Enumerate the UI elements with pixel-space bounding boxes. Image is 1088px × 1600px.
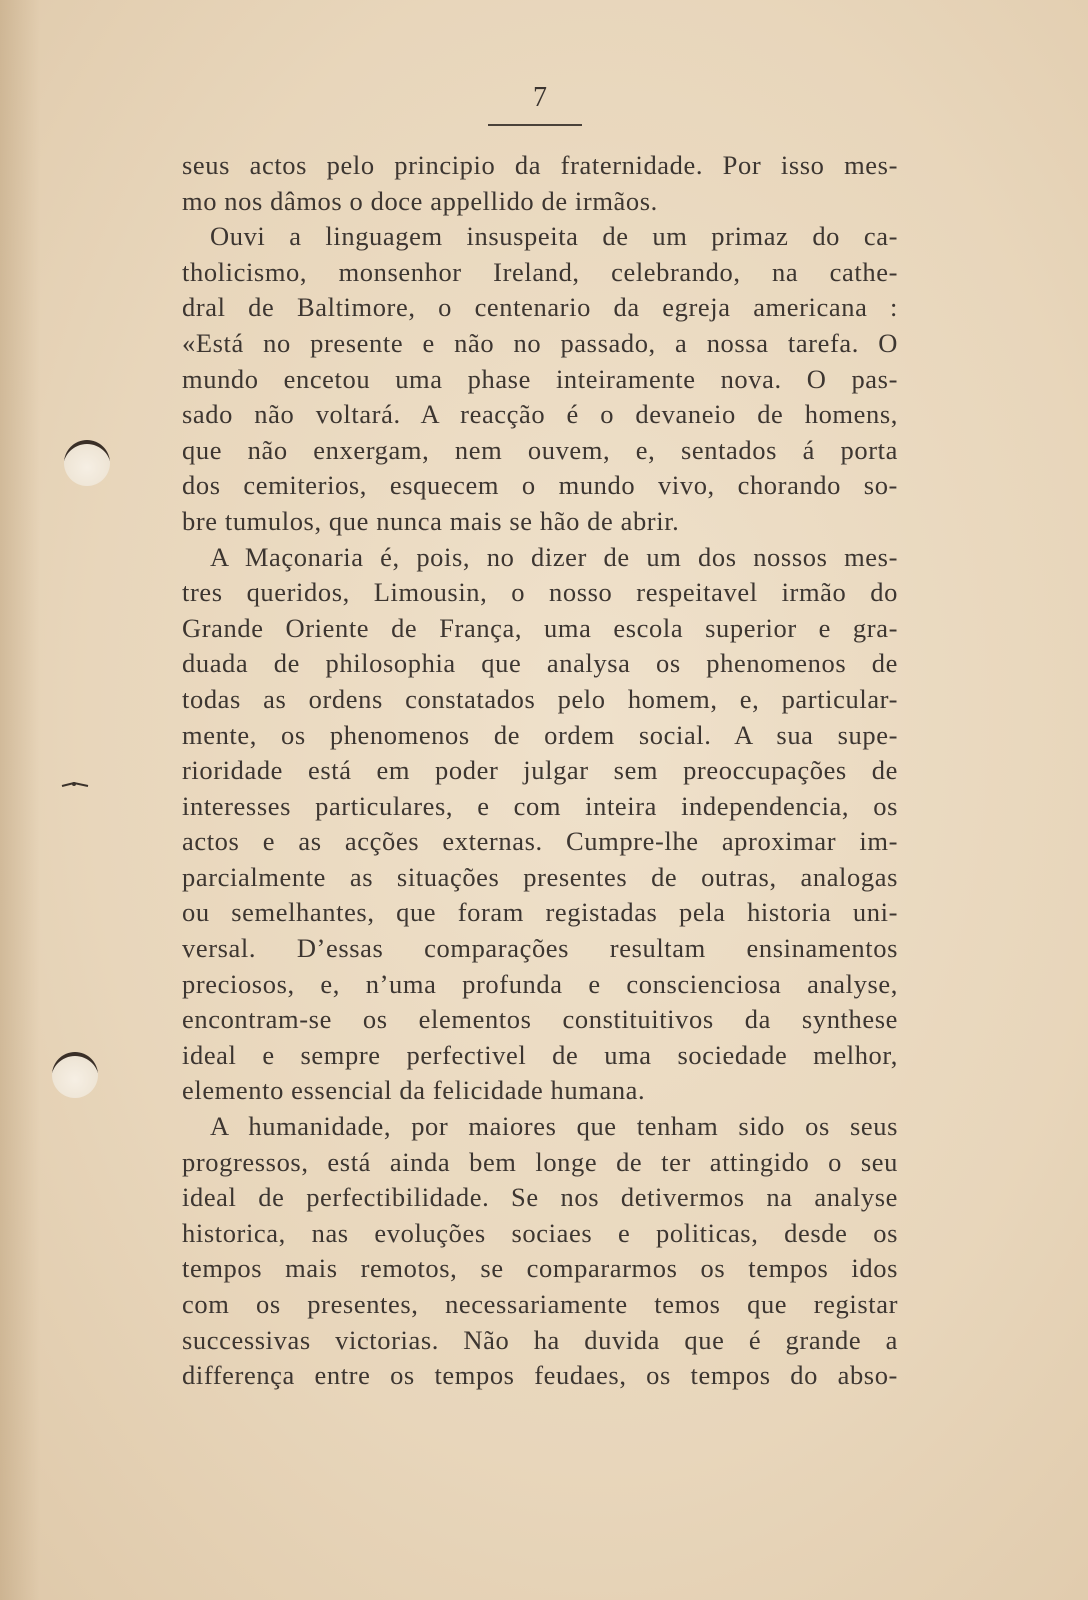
binding-thread-mark xyxy=(60,780,92,790)
text-line: Ouvi a linguagem insuspeita de um primaz do ca- xyxy=(210,221,898,252)
text-line: elemento essencial da felicidade humana. xyxy=(182,1075,646,1106)
text-line: dral de Baltimore, o centenario da egreja americana : xyxy=(182,292,898,323)
punch-hole xyxy=(64,440,110,486)
text-line: differença entre os tempos feudaes, os tempos do abso- xyxy=(182,1360,898,1391)
text-line: ideal de perfectibilidade. Se nos detivermos na analyse xyxy=(182,1182,898,1213)
text-line: versal. D’essas comparações resultam ensinamentos xyxy=(182,933,898,964)
text-line: ou semelhantes, que foram registadas pela historia uni- xyxy=(182,897,898,928)
text-line: mundo encetou uma phase inteiramente nova. O pas- xyxy=(182,363,898,394)
text-line: mo nos dâmos o doce appellido de irmãos. xyxy=(182,185,658,216)
text-line: encontram-se os elementos constituitivos da synthese xyxy=(182,1004,898,1035)
text-line: bre tumulos, que nunca mais se hão de abrir. xyxy=(182,505,680,536)
text-line: seus actos pelo principio da fraternidade. Por isso mes- xyxy=(182,150,898,180)
text-line: Grande Oriente de França, uma escola superior e gra- xyxy=(182,612,898,643)
text-line: tres queridos, Limousin, o nosso respeitavel irmão do xyxy=(182,577,898,608)
text-line: progressos, está ainda bem longe de ter attingido o seu xyxy=(182,1146,898,1177)
text-line: A Maçonaria é, pois, no dizer de um dos nossos mes- xyxy=(210,541,898,572)
text-line: ideal e sempre perfectivel de uma sociedade melhor, xyxy=(182,1039,898,1070)
text-line: com os presentes, necessariamente temos que registar xyxy=(182,1289,898,1319)
text-line: parcialmente as situações presentes de outras, analogas xyxy=(182,861,898,892)
text-line: duada de philosophia que analysa os phenomenos de xyxy=(182,648,898,679)
text-line: actos e as acções externas. Cumpre-lhe aproximar im- xyxy=(182,826,898,857)
page-number: 7 xyxy=(533,82,547,113)
text-line: dos cemiterios, esquecem o mundo vivo, chorando so- xyxy=(182,470,898,501)
text-line: tempos mais remotos, se compararmos os tempos idos xyxy=(182,1253,898,1284)
text-line: rioridade está em poder julgar sem preoccupações de xyxy=(182,755,898,786)
text-line: mente, os phenomenos de ordem social. A sua supe- xyxy=(182,719,898,750)
text-line: successivas victorias. Não ha duvida que é grande a xyxy=(182,1324,898,1355)
text-line: historica, nas evoluções sociaes e politicas, desde os xyxy=(182,1217,898,1248)
text-line: sado não voltará. A reacção é o devaneio de homens, xyxy=(182,399,898,430)
text-line: preciosos, e, n’uma profunda e conscienciosa analyse, xyxy=(182,968,898,999)
text-line: todas as ordens constatados pelo homem, e, particular- xyxy=(182,683,898,714)
text-line: tholicismo, monsenhor Ireland, celebrando, na cathe- xyxy=(182,256,898,287)
text-line: que não enxergam, nem ouvem, e, sentados á porta xyxy=(182,434,898,465)
punch-hole xyxy=(52,1052,98,1098)
body-text xyxy=(182,148,898,1394)
page-edge-shadow xyxy=(0,0,40,1600)
page-number-rule xyxy=(488,124,582,126)
text-line: A humanidade, por maiores que tenham sido os seus xyxy=(210,1111,898,1142)
text-line: interesses particulares, e com inteira independencia, os xyxy=(182,790,898,821)
text-line: «Está no presente e não no passado, a nossa tarefa. O xyxy=(182,327,898,358)
